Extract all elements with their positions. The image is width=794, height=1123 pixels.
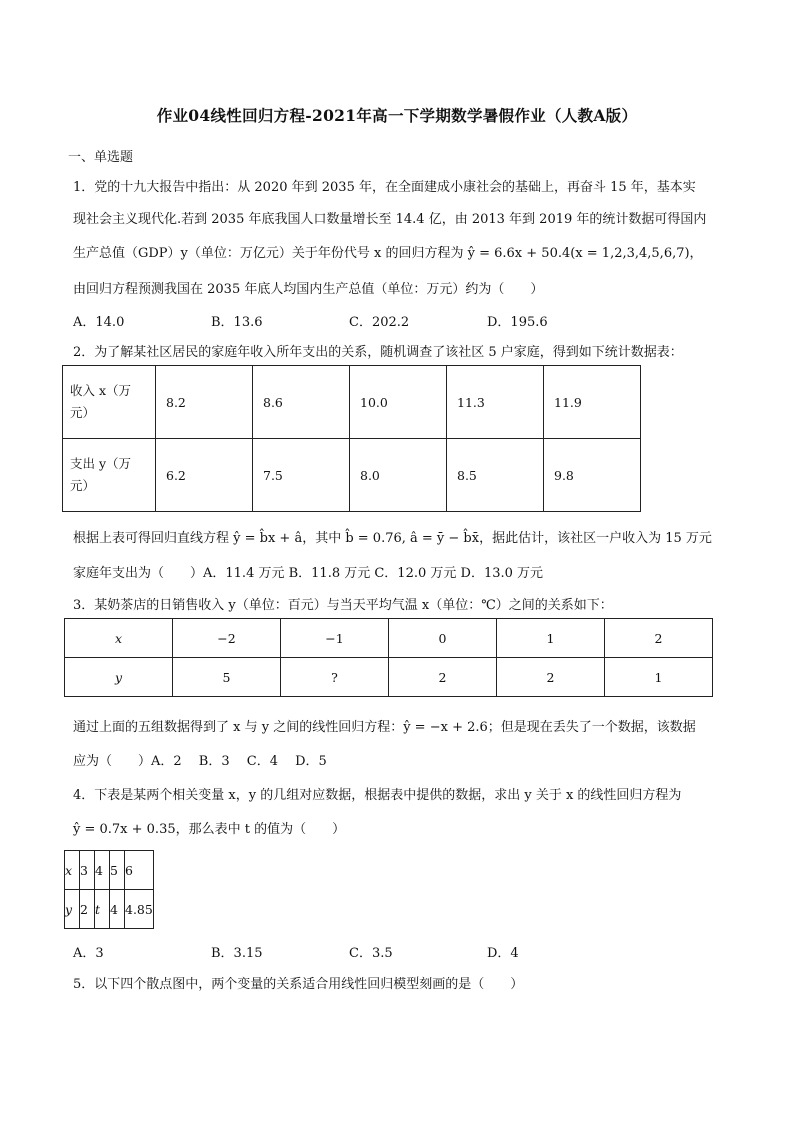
table-cell: 9.8 bbox=[544, 439, 641, 512]
q5-line-1: 5．以下四个散点图中，两个变量的关系适合用线性回归模型刻画的是（ ） bbox=[73, 977, 524, 992]
table-cell: 4.85 bbox=[125, 890, 154, 929]
q2-line-1: 2．为了解某社区居民的家庭年收入所年支出的关系，随机调查了该社区 5 户家庭，得到如下统计数据表： bbox=[73, 345, 683, 360]
table-cell: 5 bbox=[110, 851, 125, 890]
table-cell: 2 bbox=[497, 658, 605, 697]
table-cell: 1 bbox=[497, 619, 605, 658]
q3-line-1: 3．某奶茶店的日销售收入 y（单位：百元）与当天平均气温 x（单位：℃）之间的关系如下： bbox=[73, 598, 613, 613]
table-cell: 0 bbox=[389, 619, 497, 658]
table-cell: 7.5 bbox=[253, 439, 350, 512]
q1-line-2: 现社会主义现代化.若到 2035 年底我国人口数量增长至 14.4 亿，由 2013 年到 2019 年的统计数据可得国内 bbox=[73, 212, 707, 227]
table-cell bbox=[63, 366, 156, 439]
q4-option-c: C．3.5 bbox=[349, 946, 393, 961]
table-cell: 6.2 bbox=[156, 439, 253, 512]
table-cell: 11.3 bbox=[447, 366, 544, 439]
table-row bbox=[63, 366, 641, 439]
table-row bbox=[63, 439, 641, 512]
table-cell: 10.0 bbox=[350, 366, 447, 439]
table-cell: 2 bbox=[605, 619, 713, 658]
table-cell: 11.9 bbox=[544, 366, 641, 439]
table-cell: −2 bbox=[173, 619, 281, 658]
q2-row-y-label-1: 支出 y（万 bbox=[70, 456, 132, 471]
table-cell: t bbox=[95, 890, 110, 929]
table-cell: 4 bbox=[110, 890, 125, 929]
section-heading: 一、单选题 bbox=[68, 150, 134, 165]
table-row bbox=[65, 851, 154, 890]
table-cell: x bbox=[65, 619, 173, 658]
table-cell: x bbox=[65, 851, 80, 890]
q1-option-c: C．202.2 bbox=[349, 315, 410, 330]
q1-line-4: 由回归方程预测我国在 2035 年底人均国内生产总值（单位：万元）约为（ ） bbox=[73, 282, 544, 297]
table-cell: 1 bbox=[605, 658, 713, 697]
q1-line-3: 生产总值（GDP）y（单位：万亿元）关于年份代号 x 的回归方程为 ŷ = 6.6x + 50.4(x = 1,2,3,4,5,6,7)， bbox=[73, 246, 703, 261]
q2-after-1: 根据上表可得回归直线方程 ŷ = b̂x + â，其中 b̂ = 0.76, â = ȳ − b̂x̄，据此估计，该社区一户收入为 15 万元 bbox=[73, 531, 712, 546]
q2-row-x-label-2: 元） bbox=[70, 405, 96, 420]
q4-option-b: B．3.15 bbox=[211, 946, 263, 961]
q3-sales-temperature-table bbox=[64, 618, 713, 697]
table-cell: −1 bbox=[281, 619, 389, 658]
q3-after-2: 应为（ ）A．2 B．3 C．4 D．5 bbox=[73, 754, 327, 769]
table-cell: 8.6 bbox=[253, 366, 350, 439]
table-cell: y bbox=[65, 658, 173, 697]
q2-row-y-label-2: 元） bbox=[70, 478, 96, 493]
table-cell: 8.5 bbox=[447, 439, 544, 512]
table-cell: 8.2 bbox=[156, 366, 253, 439]
q4-options bbox=[73, 942, 519, 961]
q4-option-d: D．4 bbox=[487, 946, 519, 961]
table-cell: y bbox=[65, 890, 80, 929]
table-cell bbox=[63, 439, 156, 512]
q4-line-2: ŷ = 0.7x + 0.35，那么表中 t 的值为（ ） bbox=[73, 822, 346, 837]
table-row bbox=[65, 658, 713, 697]
q1-option-a: A．14.0 bbox=[73, 315, 125, 330]
q1-option-d: D．195.6 bbox=[487, 315, 548, 330]
q4-data-table bbox=[64, 850, 154, 929]
q3-after-1: 通过上面的五组数据得到了 x 与 y 之间的线性回归方程：ŷ = −x + 2.6；但是现在丢失了一个数据，该数据 bbox=[73, 720, 696, 735]
table-cell: 3 bbox=[80, 851, 95, 890]
table-cell: 6 bbox=[125, 851, 154, 890]
q1-line-1: 1．党的十九大报告中指出：从 2020 年到 2035 年，在全面建成小康社会的基础上，再奋斗 15 年，基本实 bbox=[73, 180, 696, 195]
page-title: 作业04线性回归方程-2021年高一下学期数学暑假作业（人教A版） bbox=[156, 106, 638, 125]
q2-row-x-label-1: 收入 x（万 bbox=[70, 383, 132, 398]
table-cell: 4 bbox=[95, 851, 110, 890]
table-row bbox=[65, 619, 713, 658]
q1-options bbox=[73, 311, 548, 330]
q4-line-1: 4．下表是某两个相关变量 x，y 的几组对应数据，根据表中提供的数据，求出 y 关于 x 的线性回归方程为 bbox=[73, 788, 682, 803]
table-cell: 2 bbox=[389, 658, 497, 697]
q2-after-2: 家庭年支出为（ ）A．11.4 万元 B．11.8 万元 C．12.0 万元 D．13.0 万元 bbox=[73, 566, 544, 581]
table-row bbox=[65, 890, 154, 929]
table-cell: 8.0 bbox=[350, 439, 447, 512]
q4-option-a: A．3 bbox=[73, 946, 104, 961]
table-cell: 2 bbox=[80, 890, 95, 929]
table-cell: ? bbox=[281, 658, 389, 697]
q1-option-b: B．13.6 bbox=[211, 315, 263, 330]
table-cell: 5 bbox=[173, 658, 281, 697]
q2-income-expense-table bbox=[62, 365, 641, 512]
